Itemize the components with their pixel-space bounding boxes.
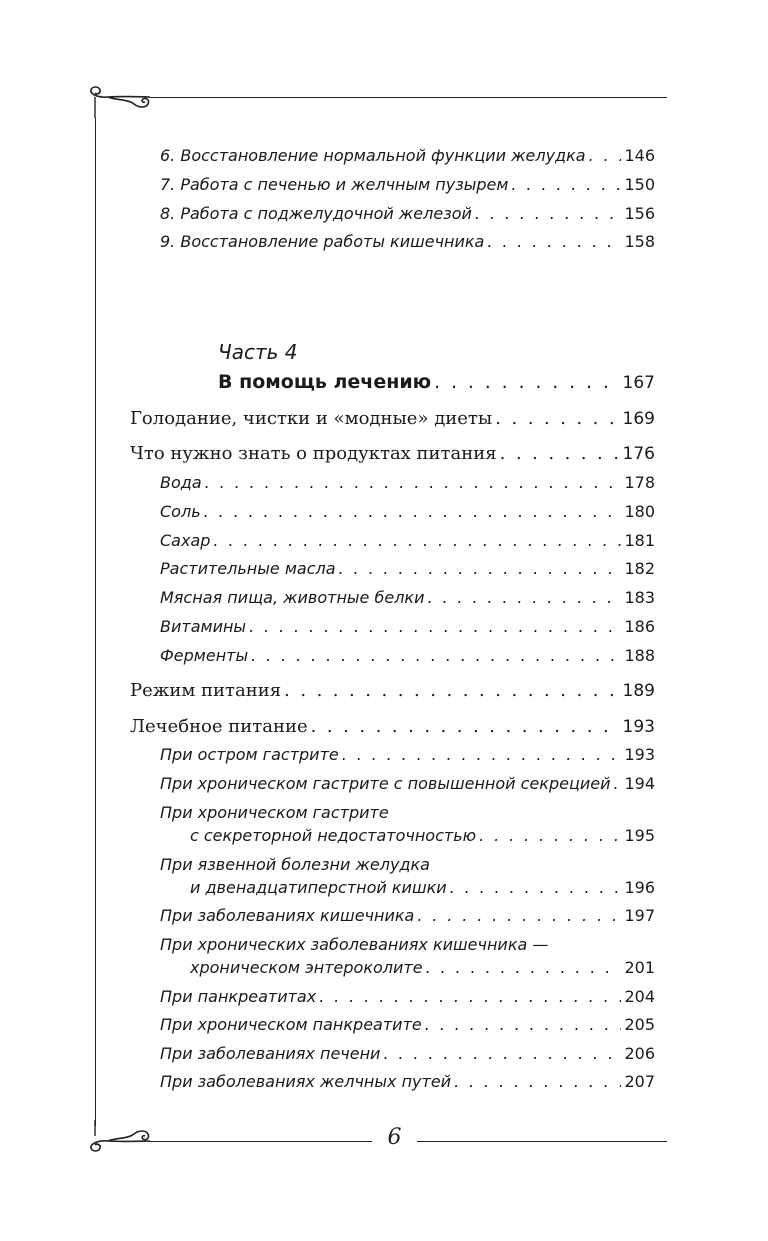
leader-dots [284, 680, 619, 701]
toc-entry-title: При хроническом гастрите с повышенной секрецией [160, 774, 611, 793]
toc-entry[interactable] [160, 175, 655, 194]
frame-bottom-rule-left [150, 1141, 372, 1142]
toc-entry-title: При заболеваниях желчных путей [160, 1072, 452, 1091]
leader-dots [204, 502, 622, 521]
toc-entry[interactable] [160, 473, 655, 492]
toc-entry[interactable] [160, 906, 655, 925]
leader-dots [311, 716, 620, 737]
toc-entry-page: 186 [624, 617, 655, 636]
toc-entry[interactable] [160, 1044, 655, 1063]
page-number: 6 [387, 1125, 402, 1150]
leader-dots [339, 559, 622, 578]
toc-section[interactable] [130, 680, 655, 701]
toc-entry-page: 183 [624, 588, 655, 607]
leader-dots [500, 443, 620, 464]
leader-dots [479, 826, 621, 845]
toc-section[interactable] [130, 716, 655, 737]
toc-section-title: Лечебное питание [130, 716, 308, 737]
toc-entry-title: Витамины [160, 617, 247, 636]
part-title: В помощь лечению [218, 371, 432, 393]
leader-dots [589, 146, 622, 165]
toc-entry-title: 7. Работа с печенью и желчным пузырем [160, 175, 509, 194]
leader-dots [614, 774, 622, 793]
toc-entry-first-line: При хронических заболеваниях кишечника — [160, 935, 549, 954]
toc-entry-page: 156 [624, 204, 655, 223]
toc-entry-title: с секреторной недостаточностью [190, 826, 477, 845]
toc-entry-first-line: При язвенной болезни желудка [160, 855, 430, 874]
toc-entry-page: 204 [624, 987, 655, 1006]
leader-dots [417, 906, 621, 925]
leader-dots [425, 1015, 622, 1034]
toc-entry[interactable] [160, 531, 655, 550]
toc-entry[interactable] [160, 745, 655, 764]
toc-entry-page: 201 [624, 958, 655, 977]
toc-entry[interactable] [160, 588, 655, 607]
toc-entry-page: 193 [624, 745, 655, 764]
frame-top-rule [150, 97, 667, 98]
toc-entry[interactable] [160, 774, 655, 793]
toc-entry-page: 167 [622, 373, 655, 393]
toc-entry-page: 176 [622, 444, 655, 464]
toc-entry-title: Растительные масла [160, 559, 336, 578]
toc-entry-page: 193 [622, 717, 655, 737]
toc-entry-page: 150 [624, 175, 655, 194]
leader-dots [511, 175, 621, 194]
toc-entry-title: и двенадцатиперстной кишки [190, 878, 447, 897]
toc-entry-page: 195 [624, 826, 655, 845]
toc-entry[interactable] [160, 502, 655, 521]
toc-entry-page: 146 [624, 146, 655, 165]
toc-section-title: Режим питания [130, 680, 282, 701]
part-title-entry[interactable] [218, 371, 655, 393]
toc-entry-page: 181 [624, 531, 655, 550]
toc-entry-page: 180 [624, 502, 655, 521]
leader-dots [249, 617, 621, 636]
toc-entry-title: При хроническом панкреатите [160, 1015, 422, 1034]
toc-entry-title: Мясная пища, животные белки [160, 588, 425, 607]
toc-entry-page: 182 [624, 559, 655, 578]
leader-dots [213, 531, 621, 550]
frame-bottom-rule-right [417, 1141, 667, 1142]
toc-entry[interactable] [160, 1072, 655, 1091]
toc-entry-page: 178 [624, 473, 655, 492]
toc-entry-first-line: При хроническом гастрите [160, 803, 389, 822]
toc-entry[interactable] [160, 987, 655, 1006]
toc-entry-page: 189 [622, 681, 655, 701]
toc-entry-title: Вода [160, 473, 202, 492]
toc-entry-page: 158 [624, 232, 655, 251]
toc-entry-page: 196 [624, 878, 655, 897]
toc-section[interactable] [130, 408, 655, 429]
toc-entry-title: 9. Восстановление работы кишечника [160, 232, 485, 251]
toc-entry-title: Сахар [160, 531, 211, 550]
toc-entry[interactable] [190, 958, 655, 977]
leader-dots [454, 1072, 621, 1091]
toc-section-title: Что нужно знать о продуктах питания [130, 443, 497, 464]
toc-entry-page: 194 [624, 774, 655, 793]
toc-entry-title: При остром гастрите [160, 745, 339, 764]
toc-entry[interactable] [190, 878, 655, 897]
toc-entry-title: хроническом энтероколите [190, 958, 423, 977]
toc-entry-page: 188 [624, 646, 655, 665]
toc-entry-page: 205 [624, 1015, 655, 1034]
leader-dots [342, 745, 622, 764]
toc-entry-title: Соль [160, 502, 201, 521]
leader-dots [450, 878, 622, 897]
toc-entry[interactable] [190, 826, 655, 845]
toc-entry-title: Ферменты [160, 646, 249, 665]
toc-entry[interactable] [160, 646, 655, 665]
toc-entry-title: 8. Работа с поджелудочной железой [160, 204, 472, 223]
part-label: Часть 4 [218, 340, 298, 364]
toc-section-title: Голодание, чистки и «модные» диеты [130, 408, 493, 429]
toc-entry-title: При заболеваниях печени [160, 1044, 381, 1063]
leader-dots [434, 371, 619, 393]
toc-entry[interactable] [160, 617, 655, 636]
leader-dots [205, 473, 622, 492]
leader-dots [426, 958, 622, 977]
leader-dots [383, 1044, 621, 1063]
leader-dots [495, 408, 619, 429]
toc-entry-title: При панкреатитах [160, 987, 317, 1006]
toc-entry[interactable] [160, 232, 655, 251]
toc-section[interactable] [130, 443, 655, 464]
toc-entry[interactable] [160, 204, 655, 223]
leader-dots [487, 232, 621, 251]
leader-dots [251, 646, 621, 665]
leader-dots [475, 204, 622, 223]
toc-entry-title: 6. Восстановление нормальной функции желудка [160, 146, 586, 165]
leader-dots [427, 588, 621, 607]
toc-entry[interactable] [160, 559, 655, 578]
toc-entry[interactable] [160, 146, 655, 165]
flourish-ornament-icon [84, 84, 156, 118]
toc-entry-page: 169 [622, 409, 655, 429]
leader-dots [319, 987, 621, 1006]
toc-entry-title: При заболеваниях кишечника [160, 906, 415, 925]
frame-left-rule [95, 118, 96, 1126]
toc-entry-page: 197 [624, 906, 655, 925]
toc-entry[interactable] [160, 1015, 655, 1034]
toc-entry-page: 206 [624, 1044, 655, 1063]
flourish-ornament-icon [84, 1120, 156, 1154]
toc-entry-page: 207 [624, 1072, 655, 1091]
